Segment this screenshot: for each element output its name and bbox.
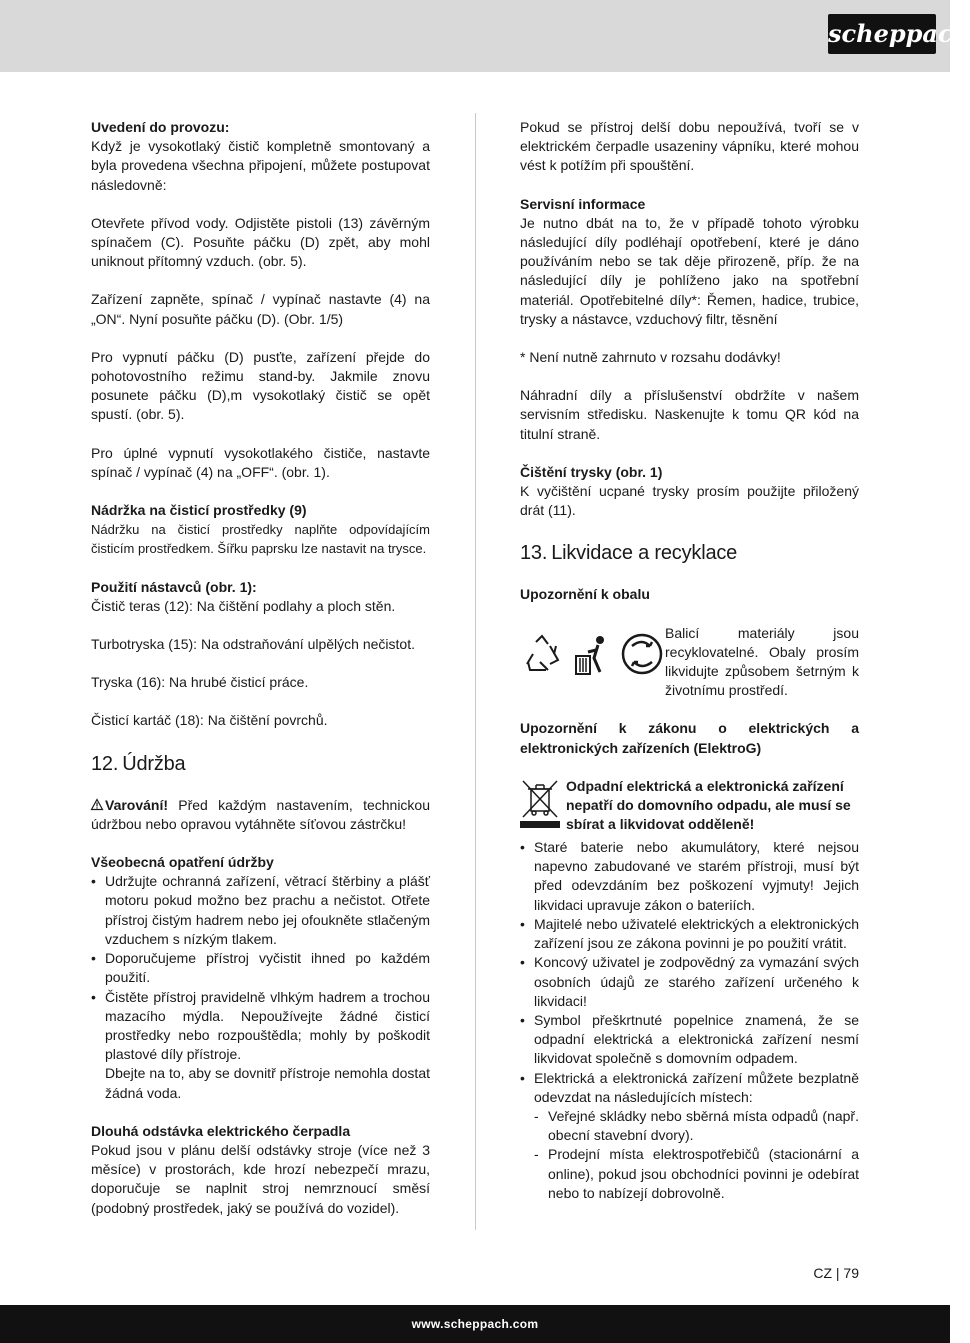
list-item	[520, 1069, 859, 1203]
sub-list-item: - Veřejné skládky nebo sběrná místa odpadů (např. obecní stavební dvory).	[534, 1107, 859, 1145]
warning-icon	[91, 796, 105, 815]
green-dot-icon	[620, 632, 664, 676]
weee-law-heading: Upozornění k zákonu o elektrických a elektronických zařízeních (ElektroG)	[520, 720, 859, 756]
packaging-block	[520, 624, 859, 701]
service-text: Je nutno dbát na to, že v případě tohoto výrobku následující díly podléhají opotřebení, které je dáno používáním nebo se tak děje přirozeně, příp. že na následující díly je pohlíženo jako na spotřební materiál. Opotřebitelné díly*: Řemen, hadice, trubice, trysky a nástavce, vzduchový filtr, těsnění	[520, 214, 859, 327]
recycle-icon	[520, 632, 564, 676]
warning-text: Před každým nastavením, technickou údržbou nebo opravou vytáhněte síťovou zástrčku!	[91, 796, 430, 832]
footer-bar	[0, 1305, 950, 1343]
brand-logo: scheppach	[828, 14, 936, 54]
attachment-item: Tryska (16): Na hrubé čisticí práce.	[91, 674, 309, 691]
warning-label: Varování!	[105, 796, 169, 813]
weee-block	[520, 777, 859, 838]
list-item: • Doporučujeme přístroj vyčistit ihned po každém použití.	[91, 949, 430, 987]
packaging-text: Balicí materiály jsou recyklovatelné. Obaly prosím likvidujte způsobem šetrným k životnímu prostředí.	[665, 624, 859, 699]
attachment-item: Turbotryska (15): Na odstraňování ulpělých nečistot.	[91, 636, 415, 653]
right-column	[520, 118, 859, 1222]
section-title: Údržba	[122, 752, 186, 775]
storage-continued-text: Pokud se přístroj delší dobu nepoužívá, tvoří se v elektrickém čerpadle usazeniny vápníku, které mohou vést k potížím při spouštění.	[520, 119, 859, 174]
startup-paragraph: Zařízení zapněte, spínač / vypínač nastavte (4) na „ON“. Nyní posuňte páčku (D). (Obr. 1/5)	[91, 291, 430, 327]
list-item	[91, 988, 430, 1103]
startup-paragraph: Pro vypnutí páčku (D) pusťte, zařízení přejde do pohotovostního režimu stand-by. Jakmile znovu posunete páčku (D),m vysokotlaký čistič se opět spustí. (obr. 5).	[91, 348, 430, 423]
left-column	[91, 118, 430, 1237]
recycle-icons	[520, 632, 665, 676]
page-number: CZ | 79	[813, 1265, 859, 1281]
collection-points-list	[534, 1107, 859, 1203]
startup-paragraph: Otevřete přívod vody. Odjistěte pistoli (13) závěrným spínačem (C). Posuňte páčku (D) zpět, aby mohl uniknout přítomný vzduch. (obr. 5).	[91, 214, 430, 270]
footer-url[interactable]: www.scheppach.com	[411, 1317, 539, 1331]
detergent-tank-text: Nádržku na čisticí prostředky naplňte odpovídajícím čisticím prostředkem. Šířku paprsku lze nastavit na trysce.	[91, 522, 430, 557]
weee-warning-text: Odpadní elektrická a elektronická zařízení nepatří do domovního odpadu, ale musí se sbírat a likvidovat odděleně!	[566, 777, 851, 833]
section-12-heading	[91, 750, 430, 778]
footnote: * Není nutně zahrnuto v rozsahu dodávky!	[520, 349, 781, 366]
nozzle-cleaning-heading: Čištění trysky (obr. 1)	[520, 463, 663, 480]
section-number: 12.	[91, 752, 119, 775]
section-number: 13.	[520, 542, 548, 565]
startup-paragraph: Když je vysokotlaký čistič kompletně smontovaný a byla provedena všechna připojení, můžete postupovat následovně:	[91, 138, 430, 193]
list-item: • Symbol přeškrtnuté popelnice znamená, že se odpadní elektrická a elektronická zařízení nesmí likvidovat společně s domovním odpadem.	[520, 1011, 859, 1069]
spare-parts-text: Náhradní díly a příslušenství obdržíte v našem servisním středisku. Naskenujte k tomu QR kód na titulní straně.	[520, 387, 859, 442]
storage-text: Pokud jsou v plánu delší odstávky stroje (více než 3 měsíce) v prostorách, kde hrozí nebezpečí mrazu, doporučuje se naplnit stroj nemrznoucí směsí (podobný prostředek, jaký se používá do vozidel).	[91, 1141, 430, 1216]
maintenance-list	[91, 872, 430, 1102]
list-item: • Majitelé nebo uživatelé elektrických a elektronických zařízení jsou ze zákona povinni je po použití vrátit.	[520, 915, 859, 953]
section-13-heading	[520, 539, 859, 567]
attachments-heading: Použití nástavců (obr. 1):	[91, 578, 257, 595]
warning-paragraph	[91, 796, 430, 834]
nozzle-cleaning-text: K vyčištění ucpané trysky prosím použijte přiložený drát (11).	[520, 483, 859, 519]
list-item-extra: Dbejte na to, aby se dovnitř přístroje nemohla dostat žádná voda.	[105, 1065, 430, 1101]
list-item: • Koncový uživatel je zodpovědný za vymazání svých osobních údajů ze starého zařízení určeného k likvidaci!	[520, 953, 859, 1011]
column-divider	[475, 113, 476, 1230]
tidyman-icon	[570, 632, 614, 676]
detergent-tank-heading: Nádržka na čisticí prostředky (9)	[91, 502, 307, 519]
service-heading: Servisní informace	[520, 195, 646, 212]
maintenance-heading: Všeobecná opatření údržby	[91, 854, 274, 871]
list-item-text: Elektrická a elektronická zařízení můžete bezplatně odevzdat na následujících místech:	[534, 1069, 859, 1105]
sub-list-item: - Prodejní místa elektrospotřebičů (stacionární a online), pokud jsou obchodníci povinni je odebírat nebo to nabízejí dobrovolně.	[534, 1145, 859, 1203]
header-bar	[0, 0, 970, 72]
packaging-heading: Upozornění k obalu	[520, 586, 650, 603]
section-title: Likvidace a recyklace	[551, 542, 738, 565]
attachment-item: Čisticí kartáč (18): Na čištění povrchů.	[91, 712, 328, 729]
list-item: • Staré baterie nebo akumulátory, které nejsou napevno zabudované ve starém přístroji, musí být před odevzdáním bez poškození vyjmuty! Jejich likvidaci upravuje zákon o bateriích.	[520, 838, 859, 915]
list-item: • Udržujte ochranná zařízení, větrací štěrbiny a plášť motoru pokud možno bez prachu a nečistot. Otřete přístroj čistým hadrem nebo jej ofoukněte stlačeným vzduchem s nízkým tlakem.	[91, 872, 430, 949]
list-item-text: Čistěte přístroj pravidelně vlhkým hadrem a trochou mazacího mýdla. Nepoužívejte žádné čisticí prostředky nebo rozpouštědla; mohly by poškodit plastové díly přístroje.	[105, 988, 430, 1063]
attachment-item: Čistič teras (12): Na čištění podlahy a ploch stěn.	[91, 597, 396, 614]
startup-heading: Uvedení do provozu:	[91, 119, 230, 135]
crossed-bin-icon	[520, 777, 562, 838]
storage-heading: Dlouhá odstávka elektrického čerpadla	[91, 1122, 351, 1139]
startup-paragraph: Pro úplné vypnutí vysokotlakého čističe, nastavte spínač / vypínač (4) na „OFF“. (obr. 1).	[91, 444, 430, 480]
weee-list	[520, 838, 859, 1203]
